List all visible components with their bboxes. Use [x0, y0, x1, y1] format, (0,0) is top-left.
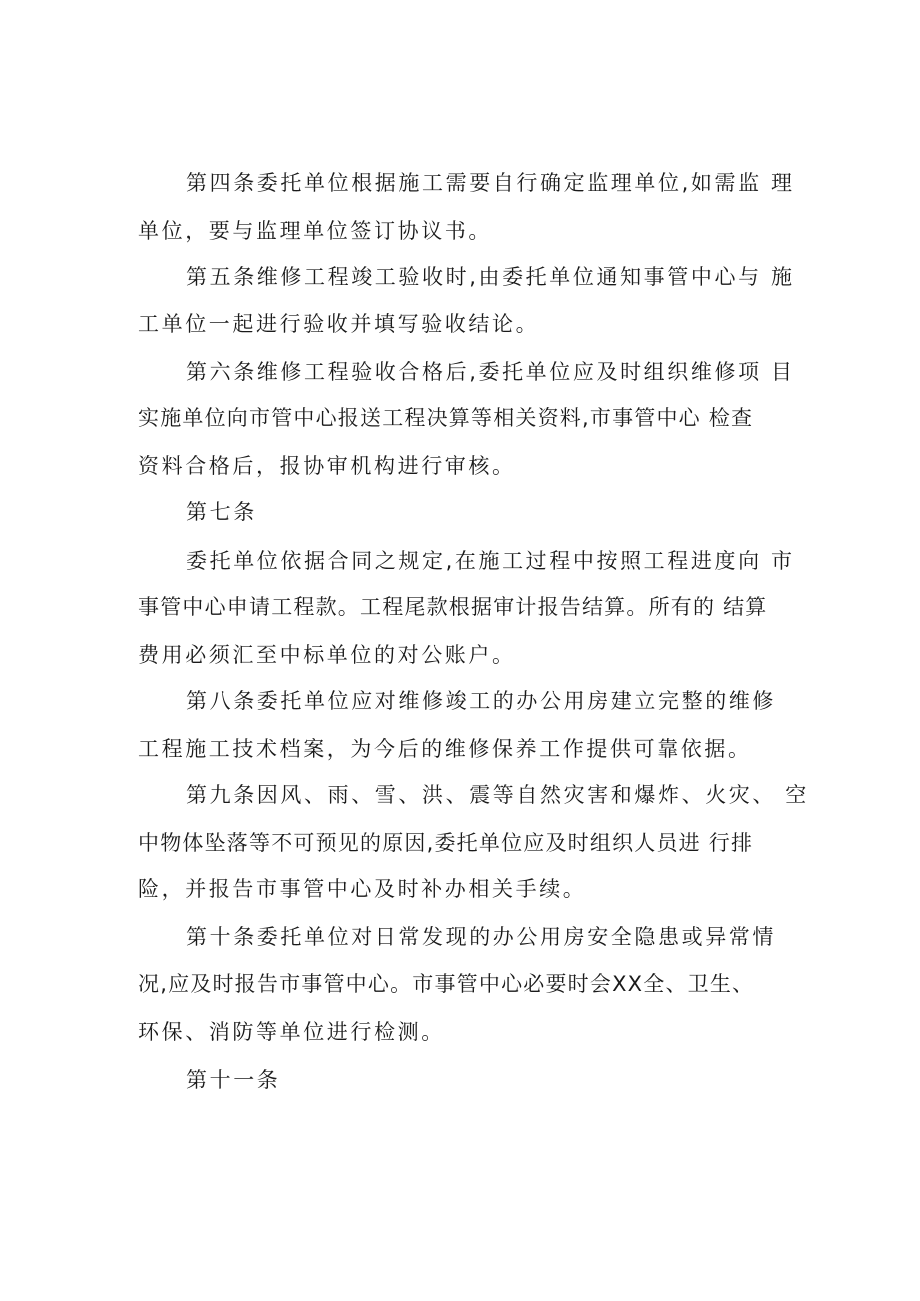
text-line-9: 委托单位依据合同之规定,在施工过程中按照工程进度向 市: [186, 549, 795, 573]
text-line-8: 第七条: [186, 500, 257, 524]
text-line-14: 第九条因风、雨、雪、洪、震等自然灾害和爆炸、火灾、 空: [186, 783, 809, 807]
text-line-10: 事管中心申请工程款。工程尾款根据审计报告结算。所有的 结算: [138, 595, 768, 619]
text-line-11: 费用必须汇至中标单位的对公账户。: [138, 643, 516, 667]
text-line-17: 第十条委托单位对日常发现的办公用房安全隐患或异常情: [186, 925, 776, 949]
text-line-3: 第五条维修工程竣工验收时,由委托单位通知事管中心与 施: [186, 265, 795, 289]
text-line-13: 工程施工技术档案，为今后的维修保养工作提供可靠依据。: [138, 737, 752, 761]
text-line-2: 单位，要与监理单位签订协议书。: [138, 219, 492, 243]
text-line-7: 资料合格后，报协审机构进行审核。: [138, 454, 516, 478]
text-line-16: 险，并报告市事管中心及时补办相关手续。: [138, 877, 587, 901]
text-line-15: 中物体坠落等不可预见的原因,委托单位应及时组织人员进 行排: [138, 831, 754, 855]
text-line-20: 第十一条: [186, 1068, 281, 1092]
text-line-12: 第八条委托单位应对维修竣工的办公用房建立完整的维修: [186, 689, 776, 713]
text-line-5: 第六条维修工程验收合格后,委托单位应及时组织维修项 目: [186, 360, 795, 384]
text-line-1: 第四条委托单位根据施工需要自行确定监理单位,如需监 理: [186, 171, 795, 195]
text-line-18: 况,应及时报告市事管中心。市事管中心必要时会XX全、卫生、: [138, 972, 755, 996]
text-line-6: 实施单位向市管中心报送工程决算等相关资料,市事管中心 检查: [138, 406, 754, 430]
text-line-4: 工单位一起进行验收并填写验收结论。: [138, 312, 540, 336]
text-line-19: 环保、消防等单位进行检测。: [138, 1020, 445, 1044]
